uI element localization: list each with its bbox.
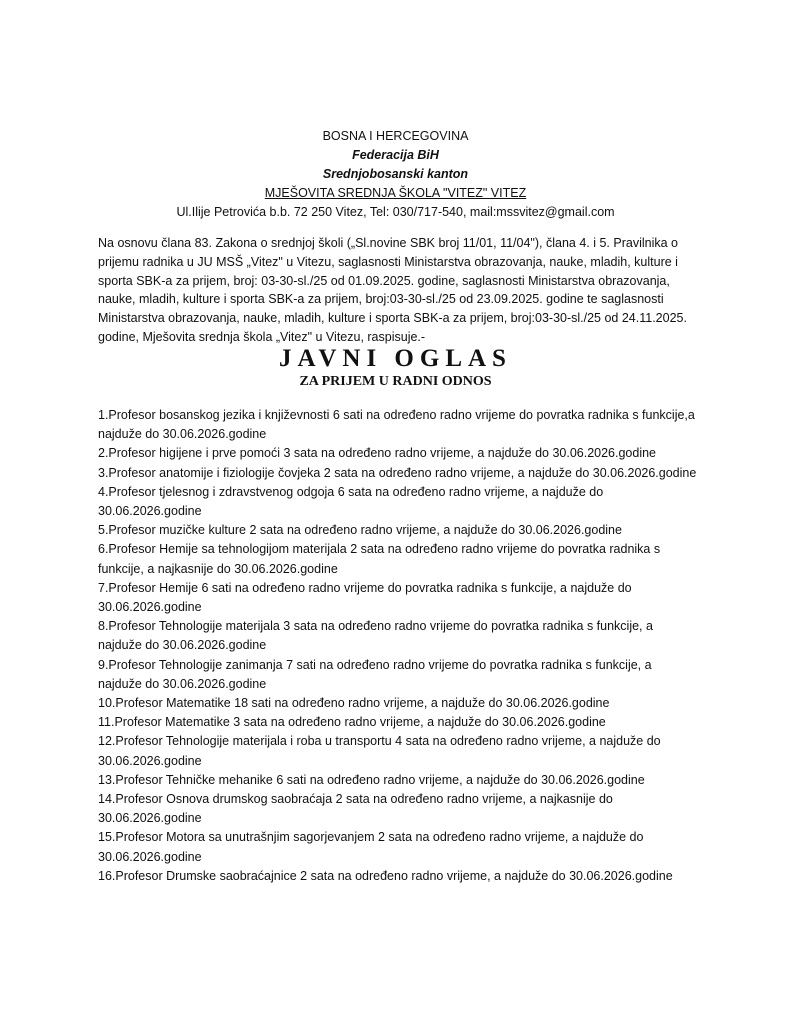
position-item: 2.Profesor higijene i prve pomoći 3 sata na određeno radno vrijeme, a najduže do 30.06.2026.godine <box>98 446 657 461</box>
position-item: 4.Profesor tjelesnog i zdravstvenog odgoja 6 sata na određeno radno vrijeme, a najduže do 30.06.2026.godine <box>98 484 604 519</box>
position-item: 12.Profesor Tehnologije materijala i roba u transportu 4 sata na određeno radno vrijeme, a najduže do 30.06.2026.godine <box>98 734 661 768</box>
position-item: 7.Profesor Hemije 6 sati na određeno radno vrijeme do povratka radnika s funkcije, a najduže do 30.06.2026.godine <box>98 580 632 615</box>
country-name: BOSNA I HERCEGOVINA <box>322 129 469 143</box>
school-name: MJEŠOVITA SREDNJA ŠKOLA "VITEZ" VITEZ <box>264 186 527 200</box>
federation-name: Federacija BiH <box>352 148 439 162</box>
notice-subtitle: ZA PRIJEM U RADNI ODNOS <box>299 374 492 389</box>
intro-paragraph: Na osnovu člana 83. Zakona o srednjoj školi („Sl.novine SBK broj 11/01, 11/04"), člana 4. i 5. Pravilnika o prijemu radnika u JU MSŠ „Vitez" u Vitezu, saglasnosti Ministarstva obrazovanja, nauke, mladih, kulture i sporta SBK-a za prijem, broj: 03-30-sl./25 od 01.09.2025. godine, saglasnosti Ministarstva obrazovanja, nauke, mladih, kulture i sporta SBK-a za prijem, broj:03-30-sl./25 od 23.09.2025. godine te saglasnosti Ministarstva obrazovanja, nauke, mladih, kulture i sporta SBK-a za prijem, broj:03-30-sl./25 od 24.11.2025. godine, Mješovita srednja škola „Vitez" u Vitezu, raspisuje.- <box>98 236 687 344</box>
position-item: 16.Profesor Drumske saobraćajnice 2 sata na određeno radno vrijeme, a najduže do 30.06.2026.godine <box>98 868 673 883</box>
canton-name: Srednjobosanski kanton <box>322 167 469 181</box>
notice-title: JAVNI OGLAS <box>279 345 512 372</box>
position-item: 15.Profesor Motora sa unutrašnjim sagorjevanjem 2 sata na određeno radno vrijeme, a najduže do 30.06.2026.godine <box>98 830 644 864</box>
position-item: 5.Profesor muzičke kulture 2 sata na određeno radno vrijeme, a najduže do 30.06.2026.godine <box>98 523 622 538</box>
position-item: 3.Profesor anatomije i fiziologije čovjeka 2 sata na određeno radno vrijeme, a najduže do 30.06.2026.godine <box>98 465 697 480</box>
position-item: 11.Profesor Matematike 3 sata na određeno radno vrijeme, a najduže do 30.06.2026.godine <box>98 715 606 730</box>
school-contact: Ul.Ilije Petrovića b.b. 72 250 Vitez, Tel: 030/717-540, mail:mssvitez@gmail.com <box>176 205 615 219</box>
positions-list <box>98 406 698 886</box>
position-item: 9.Profesor Tehnologije zanimanja 7 sati na određeno radno vrijeme do povratka radnika s funkcije, a najduže do 30.06.2026.godine <box>98 657 652 691</box>
position-item: 1.Profesor bosanskog jezika i književnosti 6 sati na određeno radno vrijeme do povratka radnika s funkcije,a najduže do 30.06.2026.godine <box>98 408 695 442</box>
position-item: 10.Profesor Matematike 18 sati na određeno radno vrijeme, a najduže do 30.06.2026.godine <box>98 696 610 711</box>
letterhead <box>0 127 791 222</box>
position-item: 14.Profesor Osnova drumskog saobraćaja 2 sata na određeno radno vrijeme, a najkasnije do 30.06.2026.godine <box>98 792 613 826</box>
position-item: 13.Profesor Tehničke mehanike 6 sati na određeno radno vrijeme, a najduže do 30.06.2026.godine <box>98 772 645 787</box>
position-item: 8.Profesor Tehnologije materijala 3 sata na određeno radno vrijeme do povratka radnika s funkcije, a najduže do 30.06.2026.godine <box>98 619 653 653</box>
position-item: 6.Profesor Hemije sa tehnologijom materijala 2 sata na određeno radno vrijeme do povratka radnika s funkcije, a najkasnije do 30.06.2026.godine <box>98 542 661 576</box>
